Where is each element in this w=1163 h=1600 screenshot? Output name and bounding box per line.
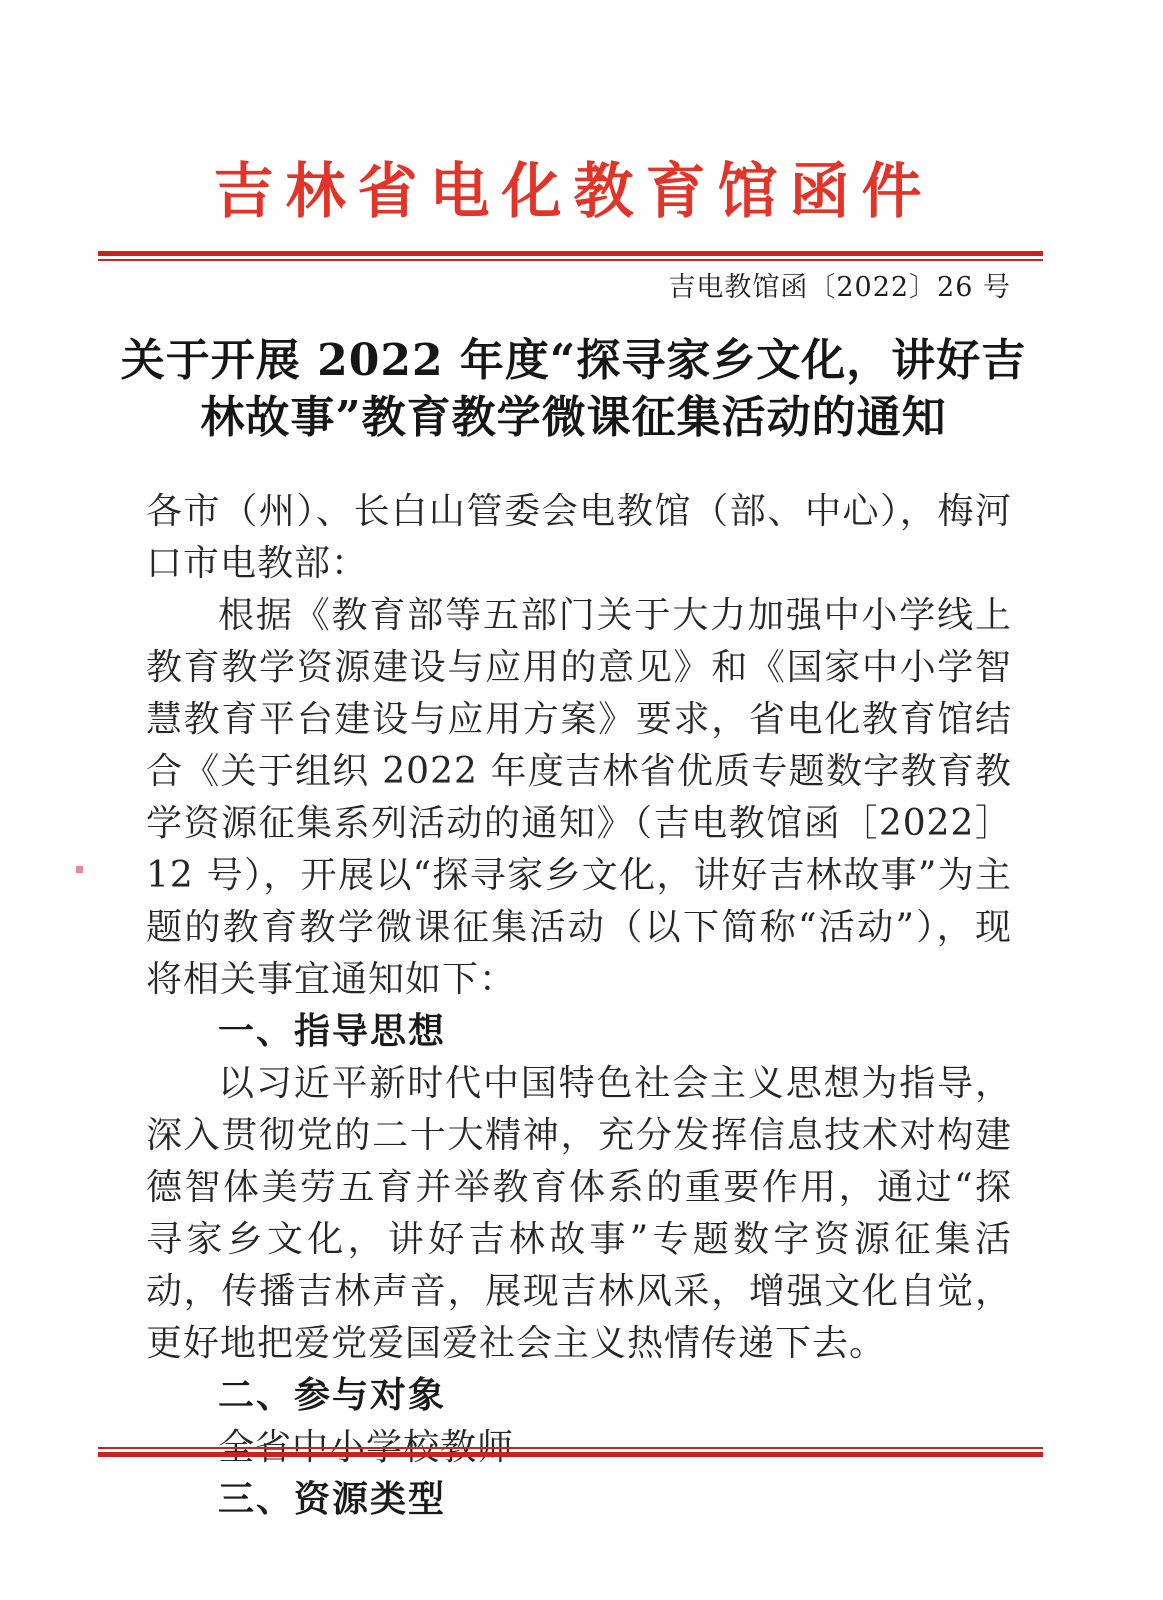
document-number: 吉电教馆函〔2022〕26 号 (668, 272, 1011, 303)
scan-artifact-speck (76, 866, 83, 873)
notice-title-line-2: 林故事”教育教学微课征集活动的通知 (200, 392, 947, 443)
divider-thick-bar (98, 1452, 1043, 1457)
section-1-paragraph: 以习近平新时代中国特色社会主义思想为指导，深入贯彻党的二十大精神，充分发挥信息技术对构建德智体美劳五育并举教育体系的重要作用，通过“探寻家乡文化，讲好吉林故事”专题数字资源征集活动，传播吉林声音，展现吉林风采，增强文化自觉，更好地把爱党爱国爱社会主义热情传递下去。 (146, 1063, 1012, 1364)
section-3-heading: 三、资源类型 (218, 1479, 447, 1520)
notice-title (80, 332, 1067, 446)
notice-body (146, 486, 1012, 1526)
page-footer-divider (98, 1447, 1043, 1457)
section-1-heading: 一、指导思想 (218, 1011, 447, 1052)
letterhead-org-title: 吉林省电化教育馆函件 (213, 157, 934, 227)
salutation: 各市（州）、长白山管委会电教馆（部、中心），梅河口市电教部： (146, 491, 1012, 584)
divider-thin-bar (98, 259, 1043, 261)
intro-paragraph: 根据《教育部等五部门关于大力加强中小学线上教育教学资源建设与应用的意见》和《国家中小学智慧教育平台建设与应用方案》要求，省电化教育馆结合《关于组织 2022 年度吉林省优质专题数字教育教学资源征集系列活动的通知》（吉电教馆函［2022］12 号），开展以“探寻家乡文化，讲好吉林故事”为主题的教育教学微课征集活动（以下简称“活动”），现将相关事宜通知如下： (146, 595, 1012, 1000)
notice-title-line-1: 关于开展 2022 年度“探寻家乡文化，讲好吉 (120, 335, 1027, 386)
letterhead-divider (98, 251, 1043, 261)
section-2-heading: 二、参与对象 (218, 1375, 447, 1416)
